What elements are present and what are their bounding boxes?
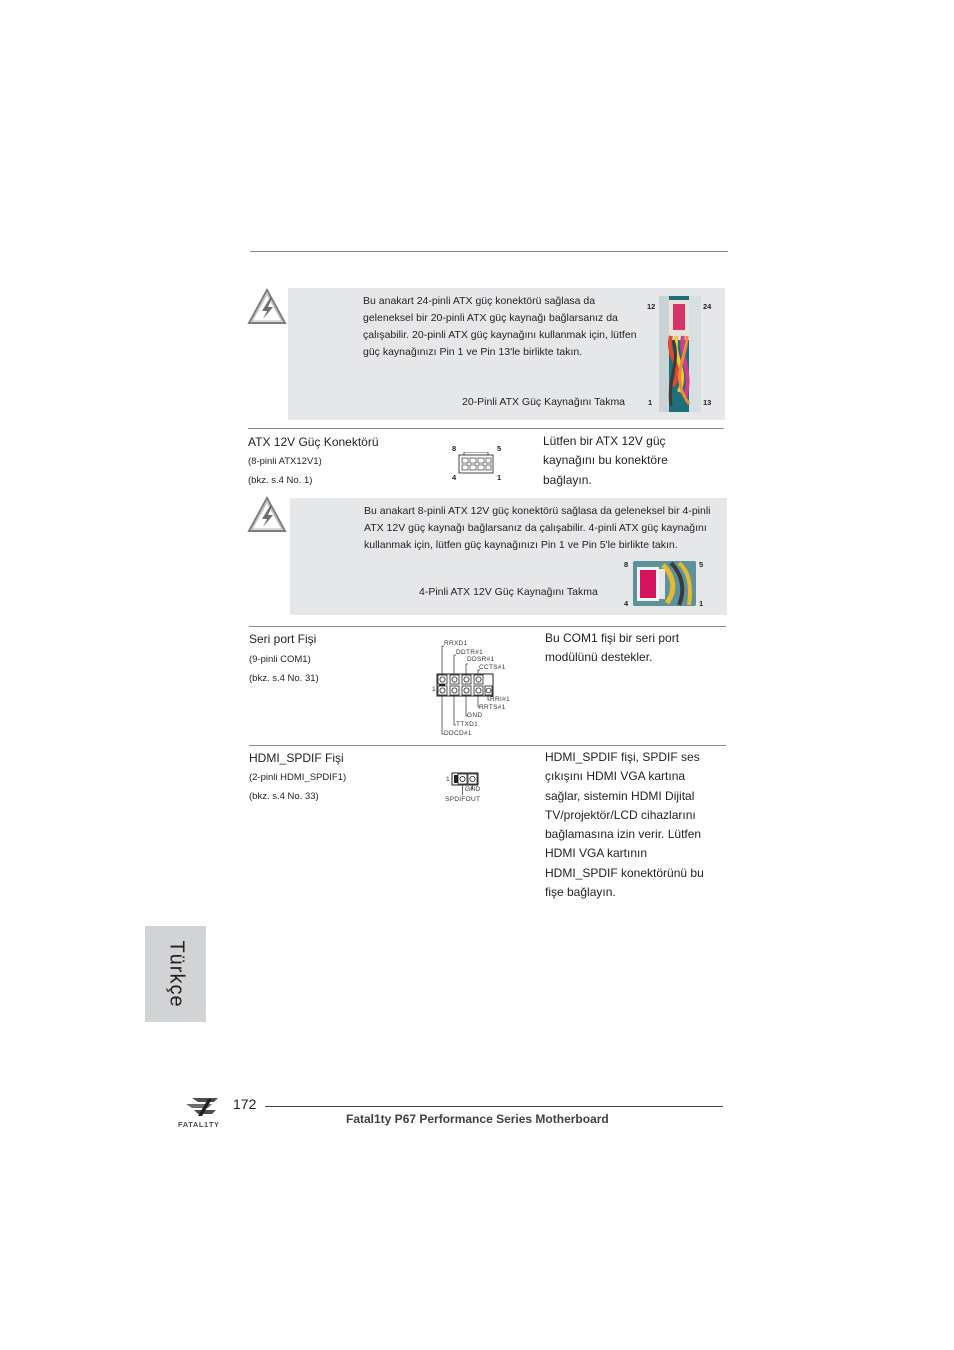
- com-label-rrts: RRTS#1: [479, 704, 506, 711]
- spdif-label-out: SPDIFOUT: [445, 796, 481, 803]
- com-label-rri: RRI#1: [490, 696, 510, 703]
- warning-icon: [247, 496, 287, 534]
- 4pin-label-4: 4: [624, 599, 629, 608]
- spdif-header-diagram: [448, 771, 482, 797]
- atx12v-pin-5: 5: [497, 444, 502, 453]
- 4pin-label-5: 5: [699, 560, 704, 569]
- com-label-gnd: GND: [467, 712, 483, 719]
- page-number: 172: [233, 1096, 257, 1112]
- spdif-label-gnd: GND: [465, 786, 481, 793]
- language-tab: [145, 926, 206, 1022]
- com-label-rrxd: RRXD1: [444, 640, 468, 647]
- fatal1ty-logo: [178, 1096, 230, 1132]
- atx12v-sub2: (bkz. s.4 No. 1): [248, 475, 313, 486]
- pin-label-24: 24: [703, 302, 712, 311]
- com-sub1: (9-pinli COM1): [249, 654, 311, 665]
- warning-text-20pin: Bu anakart 24-pinli ATX güç konektörü sağlasa da geleneksel bir 20-pinli ATX güç kaynağı bağlarsanız da çalışabilir. 20-pinli ATX güç kaynağını kullanmak için, lütfen güç kaynağınızı Pin 1 ve Pin 13'le birlikte takın.: [363, 295, 637, 358]
- atx12v-pin-8: 8: [452, 444, 457, 453]
- com-label-ddsr: DDSR#1: [467, 656, 495, 663]
- com-label-ccts: CCTS#1: [479, 664, 506, 671]
- com-title: Seri port Fişi: [249, 632, 317, 646]
- photo-4pin-connector: [633, 561, 696, 606]
- product-name: Fatal1ty P67 Performance Series Motherboard: [346, 1112, 609, 1126]
- com-label-ddcd: DDCD#1: [444, 730, 472, 737]
- atx12v-connector-diagram: [458, 452, 494, 474]
- 4pin-label-1: 1: [699, 599, 704, 608]
- atx12v-pin-1: 1: [497, 473, 502, 482]
- com-description: Bu COM1 fişi bir seri port modülünü destekler.: [545, 631, 680, 665]
- pin-label-12: 12: [647, 302, 656, 311]
- spdif-sub1: (2-pinli HDMI_SPDIF1): [249, 772, 347, 783]
- warning-text-4pin: Bu anakart 8-pinli ATX 12V güç konektörü sağlasa da geleneksel bir 4-pinli ATX 12V güç kaynağı bağlarsanız da çalışabilir. 4-pinli ATX güç kaynağını kullanmak için, lütfen güç kaynağınızı Pin 1 ve Pin 5'le birlikte takın.: [364, 505, 711, 551]
- atx12v-pin-4: 4: [452, 473, 457, 482]
- pin-label-1: 1: [648, 398, 653, 407]
- language-tab-label: Türkçe: [165, 940, 187, 1008]
- photo-20pin-connector: [659, 296, 701, 412]
- atx12v-title: ATX 12V Güç Konektörü: [248, 435, 379, 449]
- com-label-ddtr: DDTR#1: [456, 649, 484, 656]
- com-label-pin1: 1: [432, 686, 436, 693]
- spdif-sub2: (bkz. s.4 No. 33): [249, 791, 319, 802]
- spdif-description: HDMI_SPDIF fişi, SPDIF ses çıkışını HDMI VGA kartına sağlar, sistemin HDMI Dijital TV/projektör/LCD cihazlarını bağlamasına izin verir. Lütfen HDMI VGA kartının HDMI_SPDIF konektörünü bu fişe bağlayın.: [545, 750, 704, 900]
- spdif-label-pin1: 1: [446, 776, 450, 783]
- 4pin-label-8: 8: [624, 560, 629, 569]
- spdif-title: HDMI_SPDIF Fişi: [249, 751, 344, 765]
- fatal1ty-logo-text: FATAL1TY: [178, 1120, 220, 1129]
- pin-label-13: 13: [703, 398, 712, 407]
- warning-icon: [247, 288, 287, 326]
- com-sub2: (bkz. s.4 No. 31): [249, 673, 319, 684]
- caption-20pin: 20-Pinli ATX Güç Kaynağını Takma: [462, 396, 626, 408]
- caption-4pin: 4-Pinli ATX 12V Güç Kaynağını Takma: [419, 586, 598, 598]
- atx12v-description: Lütfen bir ATX 12V güç kaynağını bu konektöre bağlayın.: [543, 434, 668, 487]
- com-label-ttxd: TTXD1: [456, 721, 479, 728]
- atx12v-sub1: (8-pinli ATX12V1): [248, 456, 322, 467]
